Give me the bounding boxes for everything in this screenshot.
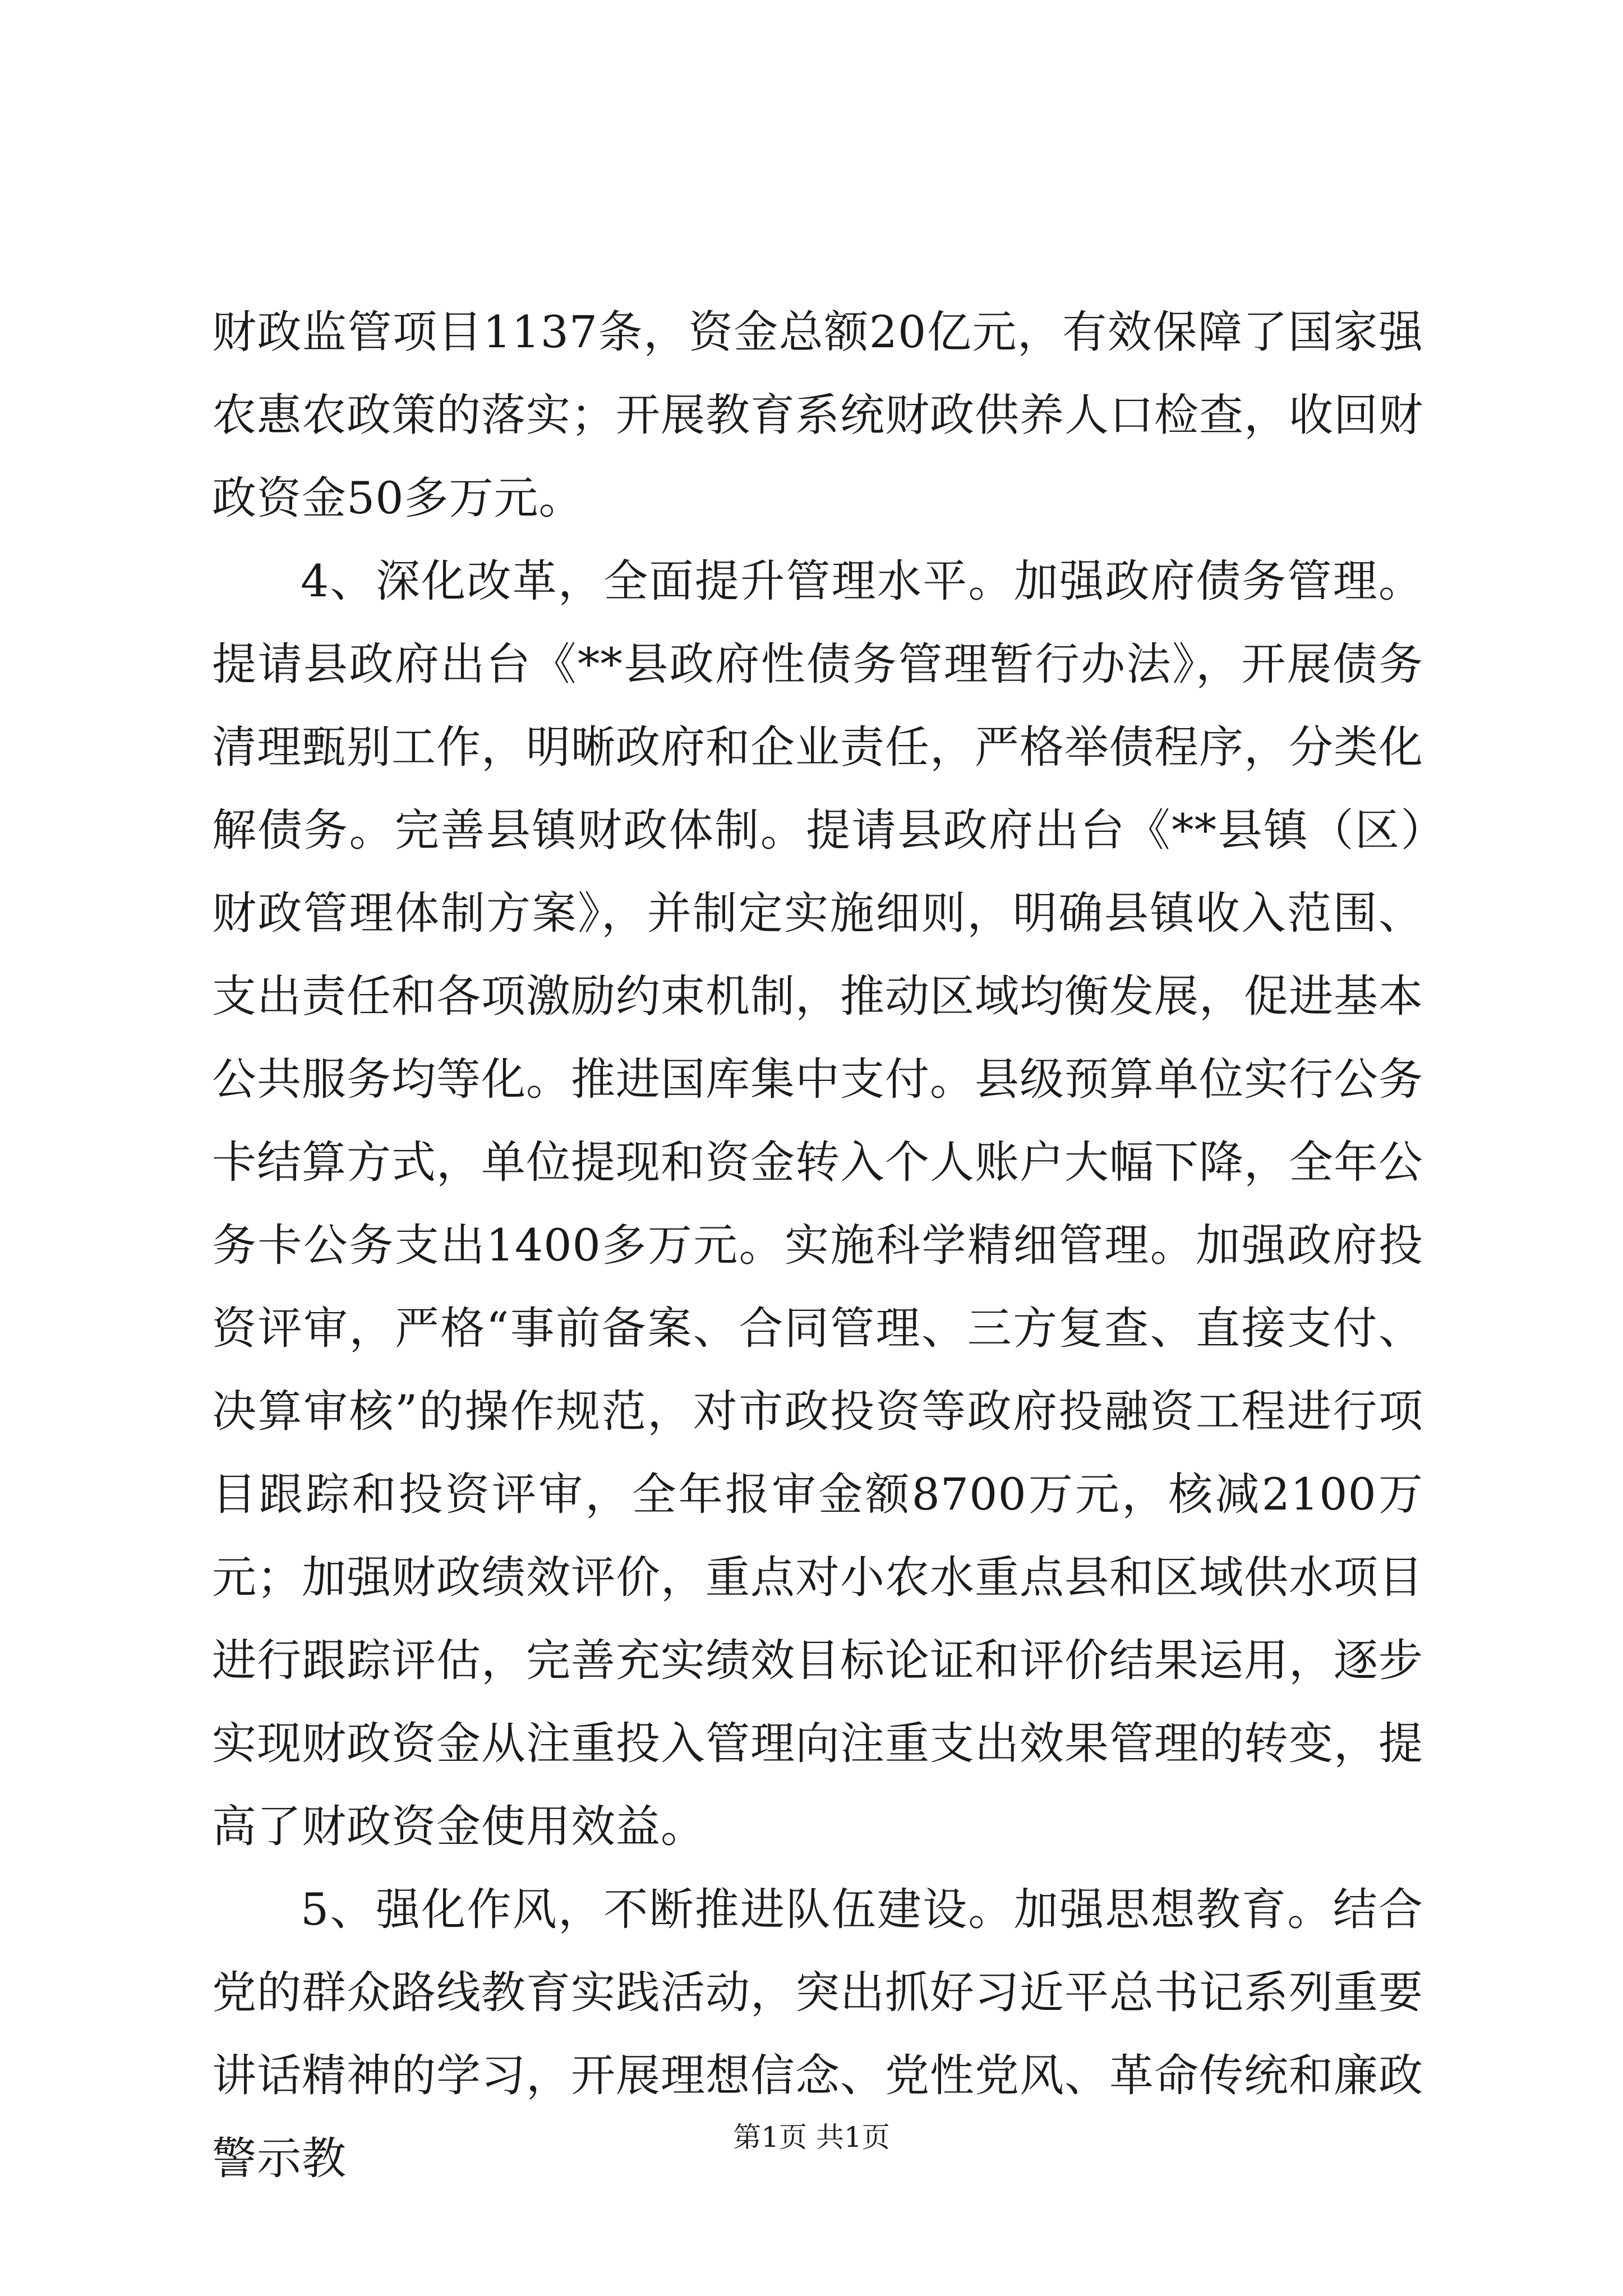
paragraph-3: 5、强化作风，不断推进队伍建设。加强思想教育。结合党的群众路线教育实践活动，突出抓好习近平总书记系列重要讲话精神的学习，开展理想信念、党性党风、革命传统和廉政警示教 bbox=[212, 1884, 1423, 2184]
paragraph-2: 4、深化改革，全面提升管理水平。加强政府债务管理。提请县政府出台《**县政府性债务管理暂行办法》，开展债务清理甄别工作，明晰政府和企业责任，严格举债程序，分类化解债务。完善县镇财政体制。提请县政府出台《**县镇（区）财政管理体制方案》，并制定实施细则，明确县镇收入范围、支出责任和各项激励约束机制，推动区域均衡发展，促进基本公共服务均等化。推进国库集中支付。县级预算单位实行公务卡结算方式，单位提现和资金转入个人账户大幅下降，全年公务卡公务支出1400多万元。实施科学精细管理。加强政府投资评审，严格“事前备案、合同管理、三方复查、直接支付、决算审核”的操作规范，对市政投资等政府投融资工程进行项目跟踪和投资评审，全年报审金额8700万元，核减2100万元；加强财政绩效评价，重点对小农水重点县和区域供水项目进行跟踪评估，完善充实绩效目标论证和评价结果运用，逐步实现财政资金从注重投入管理向注重支出效果管理的转变，提高了财政资金使用效益。 bbox=[212, 555, 1423, 1852]
page-footer: 第1页 共1页 bbox=[733, 2121, 890, 2154]
document-body bbox=[212, 291, 1423, 2200]
paragraph-1: 财政监管项目1137条，资金总额20亿元，有效保障了国家强农惠农政策的落实；开展教育系统财政供养人口检查，收回财政资金50多万元。 bbox=[212, 306, 1423, 524]
